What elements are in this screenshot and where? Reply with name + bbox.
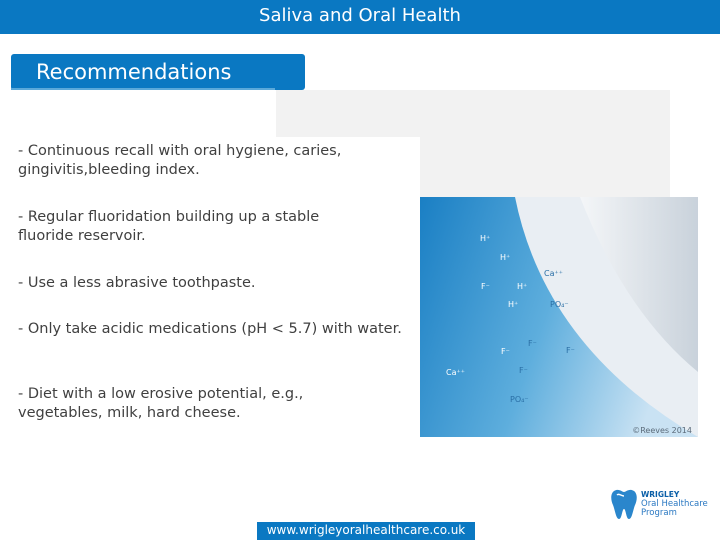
footer-bar xyxy=(257,522,475,540)
ion-label-h1: H⁺ xyxy=(480,234,491,243)
bullet-diet: - Diet with a low erosive potential, e.g., vegetables, milk, hard cheese. xyxy=(18,386,304,421)
logo-brand: WRIGLEY xyxy=(641,490,680,499)
ion-label-po2: PO₄⁻ xyxy=(510,395,529,404)
page-title: Saliva and Oral Health xyxy=(259,5,461,26)
bullet-medications: - Only take acidic medications (pH < 5.7) with water. xyxy=(18,321,402,337)
logo-line-3: Program xyxy=(641,508,677,518)
logo-line-2: Oral Healthcare xyxy=(641,498,708,509)
ion-label-ca2: Ca⁺⁺ xyxy=(446,368,465,377)
background-panel xyxy=(276,90,670,137)
title-bar xyxy=(0,0,720,34)
ion-label-h3: H⁺ xyxy=(517,282,528,291)
bullet-fluoridation: - Regular fluoridation building up a stable fluoride reservoir. xyxy=(18,209,320,244)
background-panel-lower xyxy=(420,137,670,197)
ion-label-f1: F⁻ xyxy=(481,282,490,291)
brand-logo-text xyxy=(641,490,708,519)
ion-label-po1: PO₄⁻ xyxy=(550,300,569,309)
section-heading xyxy=(11,54,305,90)
ion-label-f2: F⁻ xyxy=(528,339,537,348)
ion-label-ca1: Ca⁺⁺ xyxy=(544,269,563,278)
heading-underline xyxy=(11,88,275,90)
ion-label-f3: F⁻ xyxy=(501,347,510,356)
ion-label-f4: F⁻ xyxy=(566,346,575,355)
footer-url: www.wrigleyoralhealthcare.co.uk xyxy=(266,523,466,537)
ion-label-f5: F⁻ xyxy=(519,366,528,375)
figure-credit: ©Reeves 2014 xyxy=(632,426,692,435)
ion-label-h2: H⁺ xyxy=(500,253,511,262)
bullet-toothpaste: - Use a less abrasive toothpaste. xyxy=(18,275,256,291)
ion-label-h4: H⁺ xyxy=(508,300,519,309)
enamel-illustration xyxy=(420,197,698,437)
tooth-logo-icon xyxy=(610,488,638,520)
section-title: Recommendations xyxy=(36,60,232,84)
bullet-recall: - Continuous recall with oral hygiene, caries, gingivitis,bleeding index. xyxy=(18,143,342,178)
